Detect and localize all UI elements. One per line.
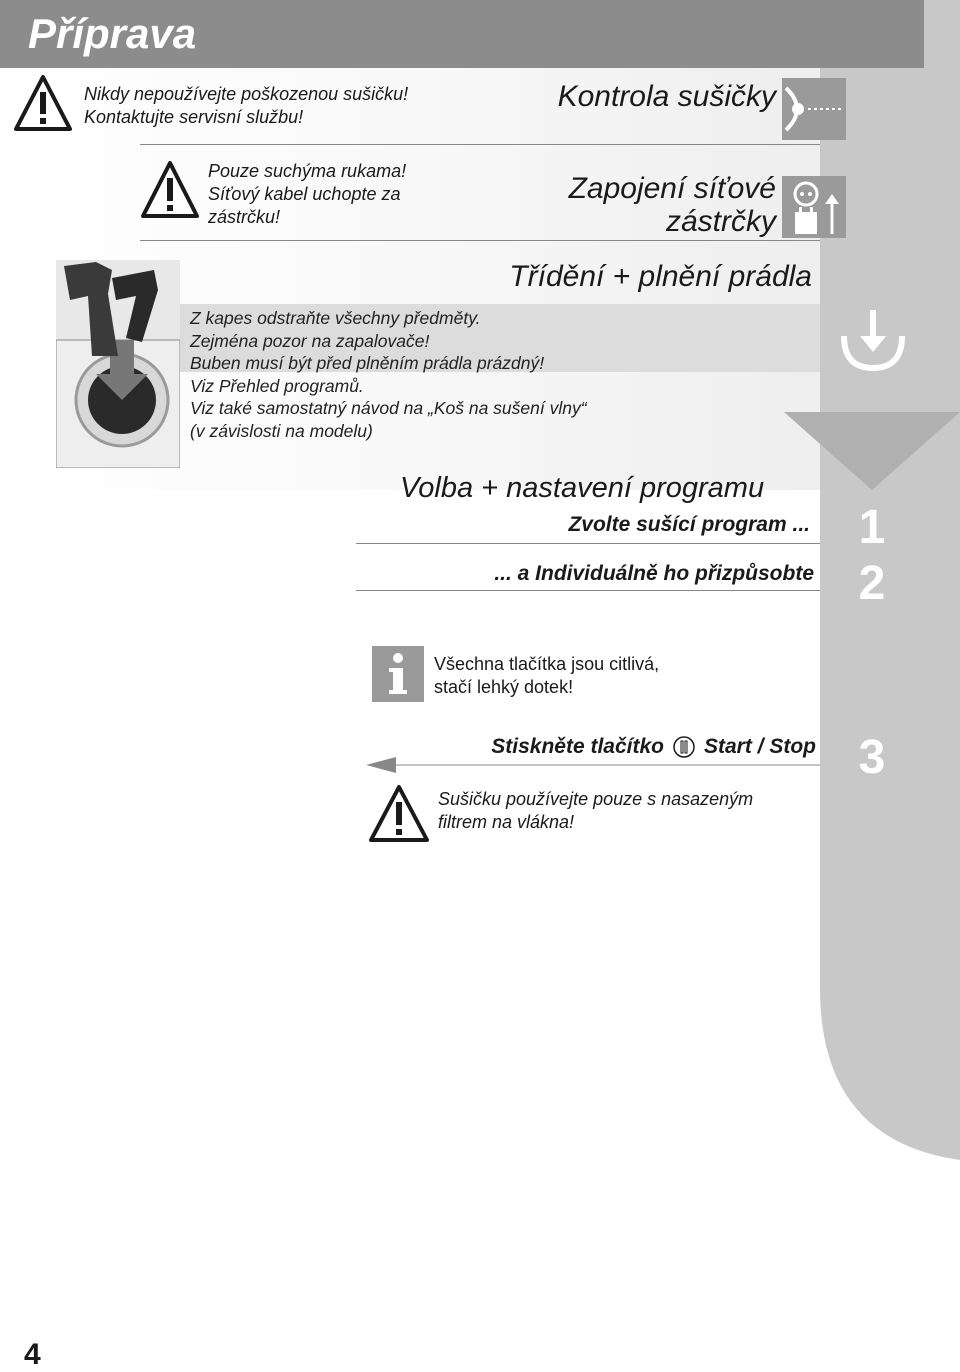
check-heading: Kontrola sušičky — [557, 80, 776, 113]
eye-icon — [782, 78, 846, 140]
divider — [356, 590, 820, 591]
start-instruction: Stiskněte tlačítko Start / Stop — [491, 735, 816, 758]
warning-dry-hands-text: Pouze suchýma rukama! Síťový kabel uchopte za zástrčku! — [208, 161, 407, 227]
program-step1-text: Zvolte sušící program ... — [568, 513, 810, 536]
warning-damaged-text: Nikdy nepoužívejte poškozenou sušičku! Kontaktujte servisní službu! — [84, 84, 409, 127]
info-text: Všechna tlačítka jsou citlivá, stačí lehký dotek! — [434, 654, 660, 697]
pipe-vertical-outer — [924, 0, 960, 988]
step-number-2: 2 — [858, 557, 886, 610]
warning-icon — [140, 160, 200, 220]
step-number-3: 3 — [858, 731, 886, 784]
start-line-arrow — [366, 756, 820, 774]
laundry-loading-illustration — [56, 260, 180, 468]
warning-icon — [368, 784, 430, 844]
info-icon — [372, 646, 424, 702]
load-laundry-icon — [838, 306, 908, 372]
step-number-1: 1 — [858, 501, 886, 554]
pipe-arrow-icon — [784, 412, 960, 492]
divider — [140, 240, 820, 241]
plug-icon — [782, 176, 846, 238]
plug-heading: Zapojení síťové zástrčky — [568, 172, 776, 238]
warning-icon — [14, 74, 72, 132]
pipe-bend — [820, 900, 960, 1160]
program-step2-text: ... a Individuálně ho přizpůsobte — [494, 562, 814, 585]
warning-filter-text: Sušičku používejte pouze s nasazeným filtrem na vlákna! — [438, 789, 754, 832]
divider — [356, 543, 820, 544]
page-title: Příprava — [28, 10, 197, 57]
sort-heading: Třídění + plnění prádla — [509, 260, 812, 293]
divider — [140, 144, 820, 145]
page-number: 4 — [24, 1338, 41, 1371]
program-heading: Volba + nastavení programu — [400, 472, 765, 504]
sort-instructions: Z kapes odstraňte všechny předměty. Zejména pozor na zapalovače! Buben musí být před plněním prádla prázdný! Viz Přehled programů. Viz také samostatný návod na „Koš na sušení vlny“ (v závislosti na modelu) — [190, 308, 587, 441]
